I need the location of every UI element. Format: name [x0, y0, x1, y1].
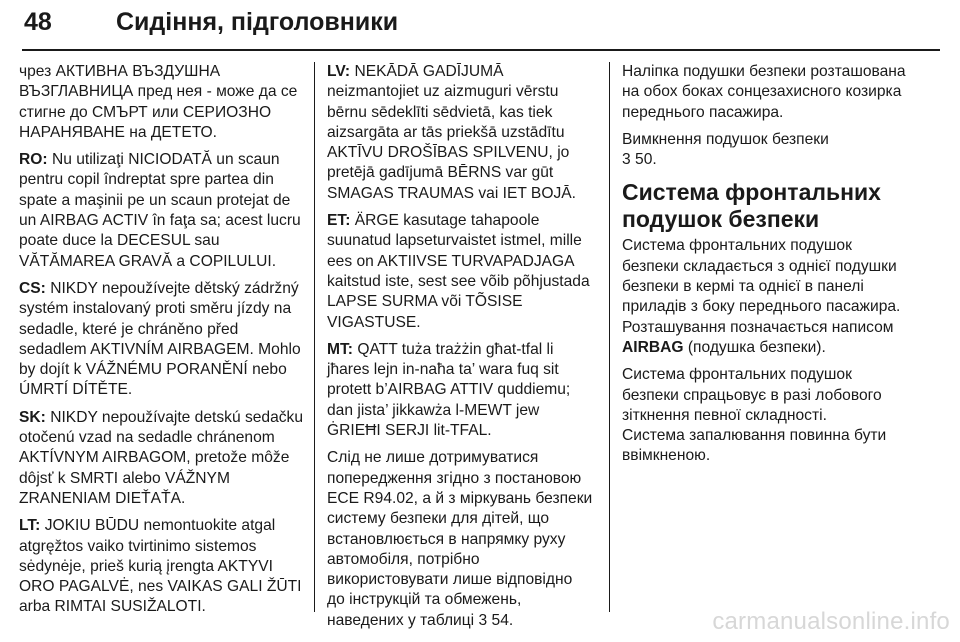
- language-code: RO:: [19, 151, 48, 169]
- paragraph-lv: [327, 62, 593, 204]
- language-code: CS:: [19, 279, 46, 297]
- paragraph-ro: [19, 150, 304, 272]
- language-code: LT:: [19, 517, 41, 535]
- paragraph-text: Наліпка подушки безпеки розташована на обох боках сонцезахисного козирка переднього пасажира.: [622, 63, 906, 121]
- section-heading: Система фронтальних подушок безпеки: [622, 179, 881, 233]
- paragraph-text: ÄRGE kasutage tahapoole suunatud lapseturvaistet istmel, mille ees on AKTIIVSE TURVAPADJAGA kaitstud iste, sest see võib põhjustada LAPSE SURMA või TÕSISE VIGASTUSE.: [327, 212, 590, 331]
- paragraph-label-location: [622, 62, 912, 123]
- paragraph-et: [327, 211, 593, 333]
- airbag-label-text: AIRBAG: [622, 338, 684, 356]
- paragraph-text: NEKĀDĀ GADĪJUMĀ neizmantojiet uz aizmuguri vērstu bērnu sēdeklīti sēdvietā, kas tiek aizsargāta ar tās priekšā uzstādītu AKTĪVU DROŠĪBAS SPILVENU, jo pretējā gadījumā BĒRNS var gūt SMAGAS TRAUMAS vai IET BOJĀ.: [327, 63, 576, 202]
- page-header: [0, 0, 960, 52]
- paragraph-text: Nu utilizaţi NICIODATĂ un scaun pentru copil îndreptat spre partea din spate a maşinii pe un scaun protejat de un AIRBAG ACTIV în faţa sa; acest lucru poate duce la DECESUL sau VĂTĂMAREA GRAVĂ a COPILULUI.: [19, 151, 301, 270]
- column-right: [622, 62, 912, 474]
- paragraph-text: NIKDY nepoužívajte detskú sedačku otočenú vzad na sedadle chránenom AKTÍVNYM AIRBAGOM, pretože môže dôjsť k SMRTI alebo VÁŽNYM ZRANENIAM DIEŤAŤA.: [19, 408, 304, 507]
- paragraph-system-description: [622, 236, 912, 358]
- paragraph-text: Система запалювання повинна бути ввімкненою.: [622, 427, 887, 465]
- paragraph-text: Слід не лише дотримуватися попередження згідно з постановою ECE R94.02, а й з міркувань безпеки систему безпеки для дітей, що встановлюється в напрямку руху автомобіля, потрібно використовувати лише відповідно до інструкцій та обмежень, наведених у таблиці: [327, 449, 593, 629]
- language-code: MT:: [327, 340, 353, 358]
- running-title: Сидіння, підголовники: [116, 8, 399, 36]
- language-code: ET:: [327, 212, 351, 230]
- paragraph-text: чрез АКТИВНА ВЪЗДУШНА ВЪЗГЛАВНИЦА пред нея - може да се стигне до СМЪРТ или СЕРИОЗНО НАРАНЯВАНЕ на ДЕТЕТО.: [19, 63, 298, 141]
- header-rule: [22, 49, 940, 51]
- watermark: carmanualsonline.info: [712, 608, 950, 635]
- paragraph-text: (подушка безпеки).: [687, 338, 826, 356]
- paragraph-text: QATT tuża trażżin għat-tfal li jħares lejn in-naħa ta’ wara fuq sit protett b’AIRBAG ATTIV quddiemu; dan jista’ jikkawża l-MEWT jew ĠRIEĦI SERJI lit-TFAL.: [327, 340, 571, 440]
- language-code: LV:: [327, 63, 351, 80]
- page-reference-link[interactable]: 54.: [491, 611, 514, 629]
- paragraph-sk: [19, 408, 304, 509]
- paragraph-deactivation-ref: [622, 150, 912, 170]
- paragraph-text: Вимкнення подушок безпеки: [622, 130, 829, 148]
- language-code: SK:: [19, 408, 46, 426]
- paragraph-mt: [327, 340, 593, 441]
- column-left: [19, 62, 304, 625]
- paragraph-airbag-deactivation: [622, 130, 912, 150]
- paragraph-uk-warning: [327, 448, 593, 631]
- paragraph-cs: [19, 279, 304, 401]
- page-reference-arrow-icon: 3: [478, 611, 488, 629]
- paragraph-text: JOKIU BŪDU nemontuokite atgal atgręžtos vaiko tvirtinimo sistemos sėdynėje, prieš kurią įrengta AKTYVI ORO PAGALVĖ, nes VAIKAS GALI ŽŪTI arba RIMTAI SUSIŽALOTI.: [19, 517, 302, 616]
- paragraph-ignition: [622, 426, 912, 467]
- paragraph-text: Система фронтальних подушок безпеки складається з однієї подушки безпеки в кермі та однієї в панелі приладів з боку переднього пасажира. Розташування позначається написом: [622, 237, 901, 336]
- paragraph-text: NIKDY nepoužívejte dětský zádržný systém instalovaný proti směru jízdy na sedadle, které je chráněno před sedadlem AKTIVNÍM AIRBAGEM. Mohlo by dojít k VÁŽNÉMU PORANĚNÍ nebo ÚMRTÍ DÍTĚTE.: [19, 279, 301, 399]
- page-number: 48: [24, 8, 52, 36]
- paragraph-bg: [19, 62, 304, 143]
- column-divider-left: [314, 62, 315, 612]
- page-reference-link[interactable]: 50.: [635, 151, 657, 169]
- paragraph-deployment: [622, 365, 912, 426]
- column-divider-right: [609, 62, 610, 612]
- column-middle: [327, 62, 593, 638]
- paragraph-lt: [19, 516, 304, 617]
- page-reference-arrow-icon: 3: [622, 151, 631, 169]
- paragraph-text: Система фронтальних подушок безпеки спрацьовує в разі лобового зіткнення певної складності.: [622, 366, 882, 424]
